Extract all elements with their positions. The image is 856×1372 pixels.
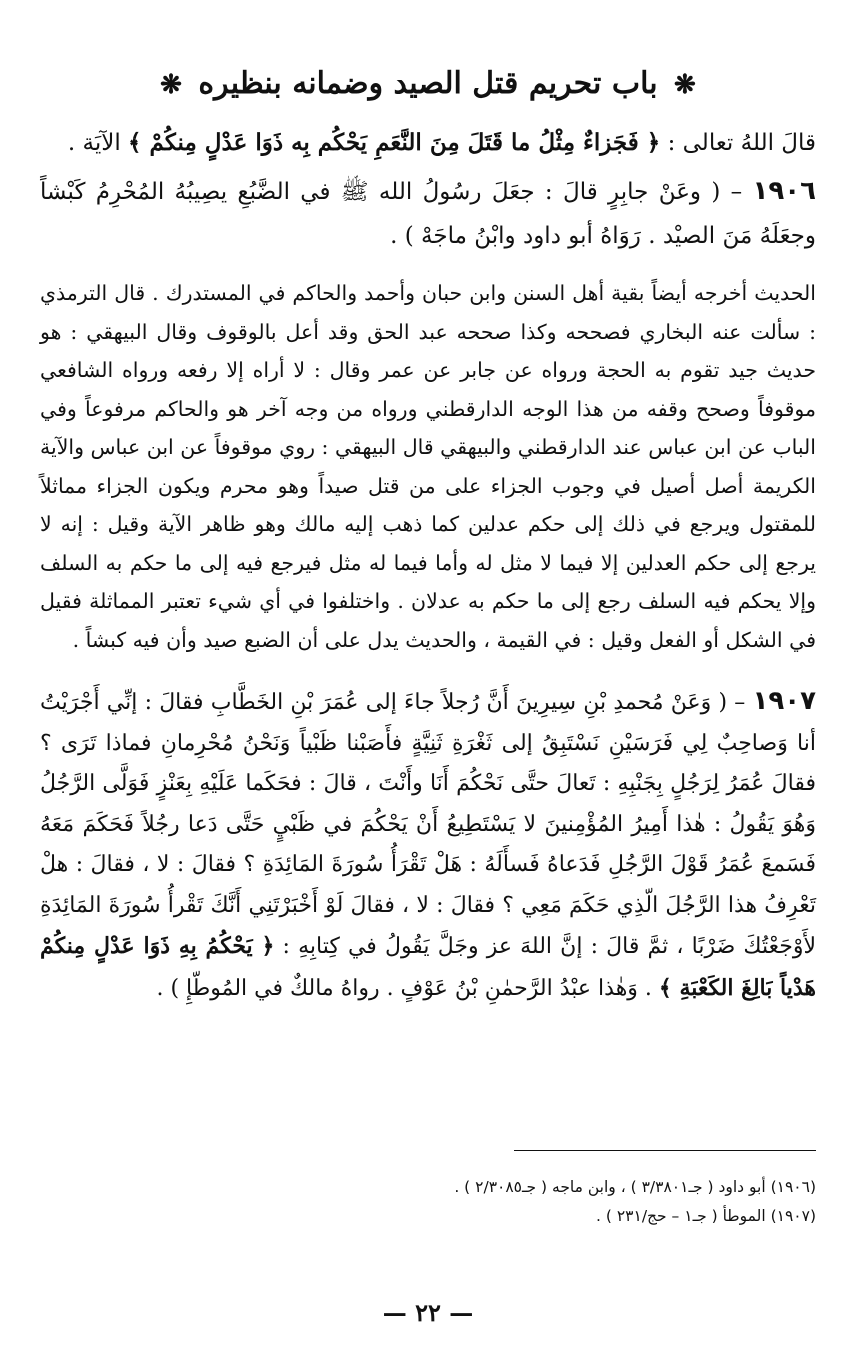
hadith-1907 — [40, 681, 816, 1009]
hadith-end: . وَهٰذا عبْدُ الرَّحمٰنِ بْنُ عَوْفٍ . رواهُ مالكٌ في المُوطّإِ ) . — [156, 975, 652, 1001]
verse-end: الآيَة . — [67, 130, 121, 156]
quran-quote: ﴿ فَجَزاءٌ مِثْلُ ما قَتَلَ مِنَ النَّعَمِ يَحْكُم بِه ذَوَا عَدْلٍ مِنكُمْ ﴾ — [128, 129, 661, 156]
footnotes — [40, 1150, 816, 1231]
page-number: — ٢٢ — — [382, 1298, 474, 1327]
footnote-1906: (١٩٠٦) أبو داود ( جـ٣/٣٨٠١ ) ، وابن ماجه ( جـ٢/٣٠٨٥ ) . — [454, 1178, 816, 1196]
quran-quote: ﴿ يَحْكُمُ بِهِ ذَوَا عَدْلٍ مِنكُمْ هَدْياً بَالِغَ الكَعْبَةِ ﴾ — [40, 933, 816, 1001]
hadith-text: – ( وَعَنْ مُحمدِ بْنِ سِيرِينَ أَنَّ رُجلاً جاءَ إلى عُمَرَ بْنِ الخَطَّابِ فقالَ : إنِّي أَجْرَيْتُ أنا وَصاحِبٌ لِي فَرَسَيْنِ نَسْتَبِقُ إلى ثَغْرَةِ ثَنِيَّةٍ فأَصَبْنا ظَبْياً وَنَحْنُ مُحْرِمانِ فماذا تَرَى ؟ فقالَ عُمَرُ لِرَجُلٍ بِجَنْبِهِ : تَعالَ حتَّى نَحْكُمَ أَنَا وأَنْتَ ، قالَ : فحَكَما عَلَيْهِ بِعَنْزٍ فَوَلَّى الرَّجُلُ وَهُوَ يَقُولُ : هٰذا أَمِيرُ المُؤْمِنينَ لا يَسْتَطِيعُ أَنْ يَحْكُمَ في ظَبْيٍ حَتَّى دَعا رجُلاً فَحَكَمَ مَعَهُ فَسَمعَ عُمَرُ قَوْلَ الرَّجُلِ فَدَعاهُ فَسأَلَهُ : هَلْ تَقْرَأُ سُورَةَ المَائِدَةِ ؟ فقالَ : لا ، فقالَ : هلْ تَعْرِفُ هذا الرَّجُلَ الّذِي حَكَمَ مَعِي ؟ فقالَ : لا ، فقالَ لَوْ أَخْبَرْتَنِي أَنَّكَ تَقْرأُ سُورَةَ المَائِدَةِ لأَوْجَعْتُكَ ضَرْبًا ، ثمَّ قالَ : إنَّ اللهَ عز وجَلَّ يَقُولُ في كِتابِهِ : — [40, 690, 816, 959]
star-ornament-icon: ❋ — [674, 70, 696, 100]
footnote-divider — [514, 1150, 816, 1151]
hadith-number: ١٩٠٧ — [752, 686, 816, 716]
star-ornament-icon: ❋ — [160, 70, 182, 100]
chapter-title — [40, 62, 816, 107]
hadith-text: – ( وعَنْ جابِرٍ قالَ : جعَلَ رسُولُ الله ﷺ في الضَّبُعِ يصِيبُهُ المُحْرِمُ كَبْشاً وجعَلَهُ مَنَ الصيْد . رَوَاهُ أبو داود وابْنُ ماجَهْ ) . — [40, 179, 816, 249]
chapter-title-text: باب تحريم قتل الصيد وضمانه بنظيره — [198, 66, 658, 101]
verse-intro: قالَ اللهُ تعالى : — [667, 130, 816, 156]
hadith-number: ١٩٠٦ — [752, 176, 817, 206]
hadith-1906 — [40, 169, 816, 258]
footnote-1907: (١٩٠٧) الموطأ ( جـ١ – حج/٢٣١ ) . — [596, 1207, 816, 1225]
commentary-paragraph: الحديث أخرجه أيضاً بقية أهل السنن وابن حبان وأحمد والحاكم في المستدرك . قال الترمذي : سألت عنه البخاري فصححه وكذا صححه عبد الحق وقد أعل بالوقوف وقال البيهقي : هو حديث جيد تقوم به الحجة ورواه عن جابر عن عمر وقال : لا أراه إلا رفعه ورواه الشافعي موقوفاً وصحح وقفه من هذا الوجه الدارقطني ورواه من وجه آخر هو والحاكم مرفوعاً وفي الباب عن ابن عباس عند الدارقطني والبيهقي قال البيهقي : روي موقوفاً عن ابن عباس والآية الكريمة أصل أصيل في وجوب الجزاء على من قتل صيداً وهو محرم ويكون الجزاء مماثلاً للمقتول ويرجع في ذلك إلى حكم عدلين كما ذهب إليه مالك وهو ظاهر الآية وقيل : إنه لا يرجع إلى حكم العدلين إلا فيما لا مثل له وأما فيما له مثل فيرجع فيه إلى ما حكم به السلف وإلا يحكم فيه السلف رجع إلى ما حكم به عدلان . واختلفوا في أي شيء تعتبر المماثلة فقيل في الشكل أو الفعل وقيل : في القيمة ، والحديث يدل على أن الضبع صيد وأن فيه كبشاً . — [40, 281, 816, 652]
quran-verse-paragraph — [40, 121, 816, 165]
